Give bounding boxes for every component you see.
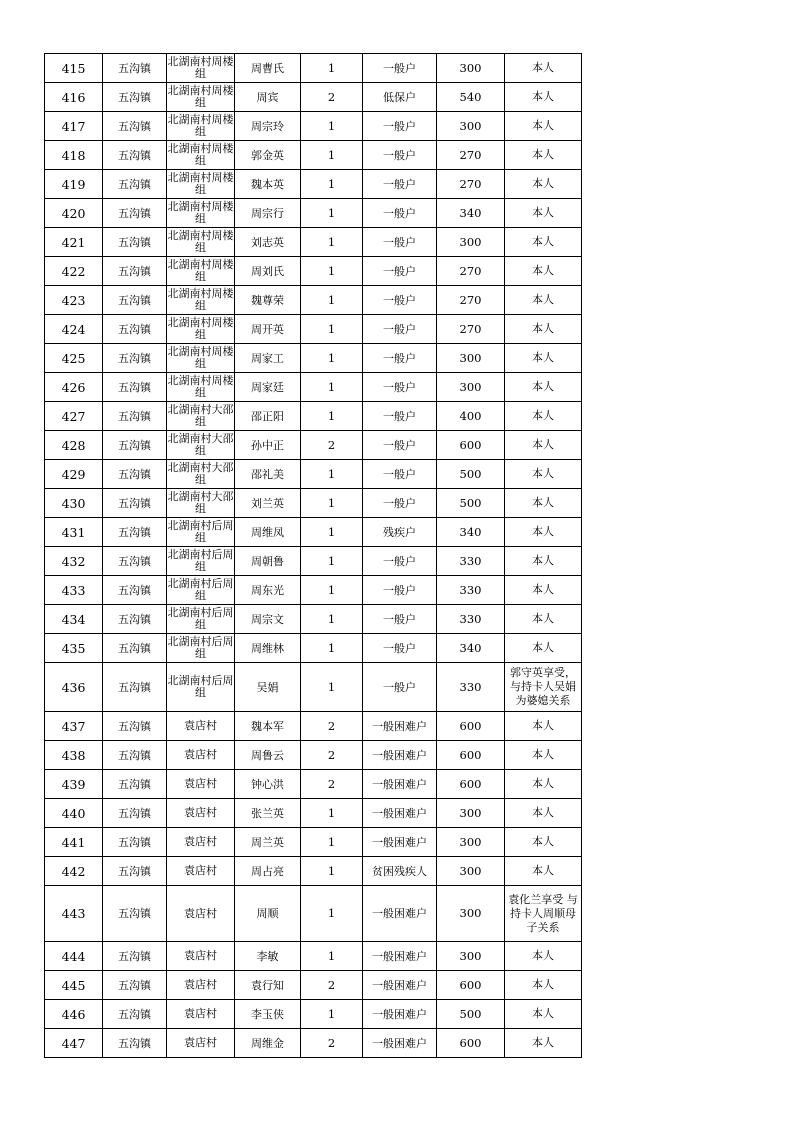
village-cell: 北湖南村大邵组 — [167, 431, 235, 460]
town-cell: 五沟镇 — [103, 741, 167, 770]
row-number: 429 — [45, 460, 103, 489]
amount-cell: 270 — [437, 315, 505, 344]
note-cell: 本人 — [505, 286, 582, 315]
table-row — [45, 770, 582, 799]
town-cell: 五沟镇 — [103, 170, 167, 199]
village-cell: 北湖南村周楼组 — [167, 54, 235, 83]
note-cell: 本人 — [505, 1000, 582, 1029]
town-cell: 五沟镇 — [103, 634, 167, 663]
town-cell: 五沟镇 — [103, 663, 167, 712]
household-type-cell: 一般困难户 — [363, 1000, 437, 1029]
note-cell: 本人 — [505, 712, 582, 741]
household-type-cell: 一般困难户 — [363, 741, 437, 770]
table-row — [45, 286, 582, 315]
amount-cell: 600 — [437, 971, 505, 1000]
table-body — [45, 54, 582, 1058]
name-cell: 周曹氏 — [235, 54, 301, 83]
note-cell: 本人 — [505, 518, 582, 547]
household-type-cell: 一般困难户 — [363, 1029, 437, 1058]
table-row — [45, 1029, 582, 1058]
table-row — [45, 431, 582, 460]
household-count-cell: 1 — [301, 489, 363, 518]
village-cell: 袁店村 — [167, 712, 235, 741]
household-count-cell: 1 — [301, 402, 363, 431]
note-cell: 本人 — [505, 141, 582, 170]
town-cell: 五沟镇 — [103, 942, 167, 971]
household-type-cell: 一般户 — [363, 402, 437, 431]
amount-cell: 270 — [437, 257, 505, 286]
note-cell: 本人 — [505, 54, 582, 83]
name-cell: 周宾 — [235, 83, 301, 112]
household-type-cell: 一般困难户 — [363, 712, 437, 741]
town-cell: 五沟镇 — [103, 431, 167, 460]
name-cell: 周兰英 — [235, 828, 301, 857]
name-cell: 周维金 — [235, 1029, 301, 1058]
town-cell: 五沟镇 — [103, 286, 167, 315]
household-count-cell: 1 — [301, 460, 363, 489]
row-number: 421 — [45, 228, 103, 257]
table-row — [45, 373, 582, 402]
table-row — [45, 402, 582, 431]
note-cell: 本人 — [505, 857, 582, 886]
amount-cell: 600 — [437, 712, 505, 741]
note-cell: 本人 — [505, 373, 582, 402]
village-cell: 北湖南村周楼组 — [167, 170, 235, 199]
name-cell: 张兰英 — [235, 799, 301, 828]
row-number: 445 — [45, 971, 103, 1000]
row-number: 434 — [45, 605, 103, 634]
household-count-cell: 1 — [301, 373, 363, 402]
table-row — [45, 547, 582, 576]
row-number: 423 — [45, 286, 103, 315]
household-type-cell: 一般户 — [363, 634, 437, 663]
household-type-cell: 一般户 — [363, 576, 437, 605]
note-cell: 本人 — [505, 971, 582, 1000]
note-cell: 袁化兰享受 与持卡人周顺母子关系 — [505, 886, 582, 942]
household-count-cell: 1 — [301, 170, 363, 199]
table-row — [45, 576, 582, 605]
household-type-cell: 一般户 — [363, 663, 437, 712]
household-count-cell: 1 — [301, 605, 363, 634]
row-number: 433 — [45, 576, 103, 605]
town-cell: 五沟镇 — [103, 460, 167, 489]
note-cell: 本人 — [505, 489, 582, 518]
village-cell: 袁店村 — [167, 770, 235, 799]
town-cell: 五沟镇 — [103, 576, 167, 605]
amount-cell: 340 — [437, 634, 505, 663]
household-count-cell: 1 — [301, 344, 363, 373]
name-cell: 魏本英 — [235, 170, 301, 199]
town-cell: 五沟镇 — [103, 1000, 167, 1029]
row-number: 439 — [45, 770, 103, 799]
note-cell: 本人 — [505, 431, 582, 460]
household-type-cell: 一般困难户 — [363, 828, 437, 857]
household-type-cell: 一般户 — [363, 141, 437, 170]
note-cell: 本人 — [505, 547, 582, 576]
household-type-cell: 一般户 — [363, 257, 437, 286]
household-type-cell: 一般困难户 — [363, 799, 437, 828]
row-number: 446 — [45, 1000, 103, 1029]
table-row — [45, 942, 582, 971]
village-cell: 袁店村 — [167, 741, 235, 770]
name-cell: 周刘氏 — [235, 257, 301, 286]
note-cell: 本人 — [505, 942, 582, 971]
town-cell: 五沟镇 — [103, 83, 167, 112]
table-row — [45, 54, 582, 83]
table-row — [45, 257, 582, 286]
town-cell: 五沟镇 — [103, 489, 167, 518]
note-cell: 本人 — [505, 228, 582, 257]
name-cell: 周宗文 — [235, 605, 301, 634]
amount-cell: 500 — [437, 489, 505, 518]
note-cell: 本人 — [505, 402, 582, 431]
town-cell: 五沟镇 — [103, 770, 167, 799]
household-type-cell: 一般户 — [363, 170, 437, 199]
name-cell: 魏本军 — [235, 712, 301, 741]
amount-cell: 300 — [437, 886, 505, 942]
row-number: 428 — [45, 431, 103, 460]
household-type-cell: 一般户 — [363, 489, 437, 518]
town-cell: 五沟镇 — [103, 257, 167, 286]
amount-cell: 300 — [437, 828, 505, 857]
amount-cell: 600 — [437, 1029, 505, 1058]
town-cell: 五沟镇 — [103, 886, 167, 942]
note-cell: 郭守英享受，与持卡人吴娟为婆媳关系 — [505, 663, 582, 712]
household-type-cell: 一般户 — [363, 54, 437, 83]
note-cell: 本人 — [505, 83, 582, 112]
name-cell: 周家工 — [235, 344, 301, 373]
village-cell: 北湖南村大邵组 — [167, 460, 235, 489]
table-row — [45, 228, 582, 257]
household-count-cell: 1 — [301, 228, 363, 257]
note-cell: 本人 — [505, 315, 582, 344]
name-cell: 周维林 — [235, 634, 301, 663]
amount-cell: 500 — [437, 460, 505, 489]
name-cell: 李敏 — [235, 942, 301, 971]
note-cell: 本人 — [505, 460, 582, 489]
row-number: 425 — [45, 344, 103, 373]
village-cell: 北湖南村周楼组 — [167, 141, 235, 170]
row-number: 415 — [45, 54, 103, 83]
village-cell: 北湖南村周楼组 — [167, 257, 235, 286]
table-row — [45, 634, 582, 663]
table-row — [45, 828, 582, 857]
note-cell: 本人 — [505, 112, 582, 141]
household-type-cell: 一般困难户 — [363, 770, 437, 799]
household-count-cell: 1 — [301, 315, 363, 344]
row-number: 442 — [45, 857, 103, 886]
amount-cell: 340 — [437, 199, 505, 228]
household-count-cell: 1 — [301, 257, 363, 286]
row-number: 430 — [45, 489, 103, 518]
household-count-cell: 1 — [301, 547, 363, 576]
table-row — [45, 605, 582, 634]
village-cell: 袁店村 — [167, 971, 235, 1000]
name-cell: 周宗玲 — [235, 112, 301, 141]
row-number: 441 — [45, 828, 103, 857]
amount-cell: 500 — [437, 1000, 505, 1029]
row-number: 424 — [45, 315, 103, 344]
household-count-cell: 1 — [301, 942, 363, 971]
town-cell: 五沟镇 — [103, 228, 167, 257]
name-cell: 周家廷 — [235, 373, 301, 402]
village-cell: 北湖南村周楼组 — [167, 373, 235, 402]
name-cell: 刘兰英 — [235, 489, 301, 518]
village-cell: 袁店村 — [167, 886, 235, 942]
note-cell: 本人 — [505, 199, 582, 228]
row-number: 416 — [45, 83, 103, 112]
amount-cell: 300 — [437, 857, 505, 886]
amount-cell: 300 — [437, 373, 505, 402]
town-cell: 五沟镇 — [103, 712, 167, 741]
household-type-cell: 一般户 — [363, 344, 437, 373]
name-cell: 邵礼美 — [235, 460, 301, 489]
household-count-cell: 1 — [301, 828, 363, 857]
table-row — [45, 857, 582, 886]
village-cell: 袁店村 — [167, 1000, 235, 1029]
amount-cell: 400 — [437, 402, 505, 431]
name-cell: 周占亮 — [235, 857, 301, 886]
town-cell: 五沟镇 — [103, 1029, 167, 1058]
table-row — [45, 489, 582, 518]
amount-cell: 300 — [437, 799, 505, 828]
amount-cell: 330 — [437, 663, 505, 712]
village-cell: 北湖南村大邵组 — [167, 489, 235, 518]
town-cell: 五沟镇 — [103, 199, 167, 228]
amount-cell: 270 — [437, 286, 505, 315]
name-cell: 周顺 — [235, 886, 301, 942]
town-cell: 五沟镇 — [103, 112, 167, 141]
amount-cell: 270 — [437, 170, 505, 199]
name-cell: 刘志英 — [235, 228, 301, 257]
note-cell: 本人 — [505, 770, 582, 799]
note-cell: 本人 — [505, 576, 582, 605]
village-cell: 北湖南村周楼组 — [167, 199, 235, 228]
amount-cell: 300 — [437, 942, 505, 971]
household-count-cell: 1 — [301, 576, 363, 605]
town-cell: 五沟镇 — [103, 373, 167, 402]
village-cell: 北湖南村周楼组 — [167, 112, 235, 141]
row-number: 419 — [45, 170, 103, 199]
name-cell: 钟心洪 — [235, 770, 301, 799]
household-type-cell: 一般困难户 — [363, 971, 437, 1000]
name-cell: 周开英 — [235, 315, 301, 344]
household-type-cell: 一般户 — [363, 286, 437, 315]
household-count-cell: 1 — [301, 886, 363, 942]
row-number: 417 — [45, 112, 103, 141]
town-cell: 五沟镇 — [103, 518, 167, 547]
village-cell: 北湖南村后周组 — [167, 663, 235, 712]
row-number: 436 — [45, 663, 103, 712]
household-type-cell: 一般困难户 — [363, 942, 437, 971]
town-cell: 五沟镇 — [103, 799, 167, 828]
town-cell: 五沟镇 — [103, 828, 167, 857]
household-count-cell: 1 — [301, 663, 363, 712]
row-number: 435 — [45, 634, 103, 663]
village-cell: 北湖南村周楼组 — [167, 83, 235, 112]
table-row — [45, 315, 582, 344]
row-number: 432 — [45, 547, 103, 576]
town-cell: 五沟镇 — [103, 605, 167, 634]
village-cell: 袁店村 — [167, 942, 235, 971]
row-number: 426 — [45, 373, 103, 402]
name-cell: 郭金英 — [235, 141, 301, 170]
village-cell: 北湖南村后周组 — [167, 634, 235, 663]
village-cell: 北湖南村后周组 — [167, 605, 235, 634]
amount-cell: 600 — [437, 431, 505, 460]
note-cell: 本人 — [505, 741, 582, 770]
row-number: 422 — [45, 257, 103, 286]
row-number: 420 — [45, 199, 103, 228]
household-type-cell: 贫困残疾人 — [363, 857, 437, 886]
household-type-cell: 一般户 — [363, 460, 437, 489]
household-count-cell: 2 — [301, 1029, 363, 1058]
row-number: 443 — [45, 886, 103, 942]
amount-cell: 300 — [437, 344, 505, 373]
household-type-cell: 一般户 — [363, 373, 437, 402]
village-cell: 北湖南村后周组 — [167, 576, 235, 605]
household-count-cell: 2 — [301, 712, 363, 741]
town-cell: 五沟镇 — [103, 547, 167, 576]
household-count-cell: 2 — [301, 83, 363, 112]
table-row — [45, 799, 582, 828]
village-cell: 袁店村 — [167, 1029, 235, 1058]
household-count-cell: 1 — [301, 199, 363, 228]
town-cell: 五沟镇 — [103, 971, 167, 1000]
row-number: 431 — [45, 518, 103, 547]
household-count-cell: 1 — [301, 141, 363, 170]
household-type-cell: 一般户 — [363, 431, 437, 460]
village-cell: 袁店村 — [167, 857, 235, 886]
name-cell: 邵正阳 — [235, 402, 301, 431]
note-cell: 本人 — [505, 170, 582, 199]
name-cell: 李玉侠 — [235, 1000, 301, 1029]
household-count-cell: 2 — [301, 770, 363, 799]
village-cell: 袁店村 — [167, 799, 235, 828]
household-count-cell: 1 — [301, 857, 363, 886]
town-cell: 五沟镇 — [103, 54, 167, 83]
amount-cell: 300 — [437, 54, 505, 83]
village-cell: 北湖南村周楼组 — [167, 228, 235, 257]
name-cell: 周朝鲁 — [235, 547, 301, 576]
household-count-cell: 1 — [301, 634, 363, 663]
household-count-cell: 2 — [301, 971, 363, 1000]
table-row — [45, 112, 582, 141]
household-count-cell: 2 — [301, 741, 363, 770]
village-cell: 北湖南村后周组 — [167, 518, 235, 547]
row-number: 437 — [45, 712, 103, 741]
row-number: 427 — [45, 402, 103, 431]
amount-cell: 600 — [437, 770, 505, 799]
table-row — [45, 141, 582, 170]
table-row — [45, 663, 582, 712]
row-number: 418 — [45, 141, 103, 170]
town-cell: 五沟镇 — [103, 857, 167, 886]
household-type-cell: 一般户 — [363, 547, 437, 576]
amount-cell: 330 — [437, 605, 505, 634]
row-number: 447 — [45, 1029, 103, 1058]
household-count-cell: 1 — [301, 54, 363, 83]
village-cell: 北湖南村周楼组 — [167, 344, 235, 373]
note-cell: 本人 — [505, 799, 582, 828]
household-count-cell: 1 — [301, 112, 363, 141]
note-cell: 本人 — [505, 1029, 582, 1058]
name-cell: 袁行知 — [235, 971, 301, 1000]
amount-cell: 300 — [437, 228, 505, 257]
note-cell: 本人 — [505, 344, 582, 373]
village-cell: 北湖南村周楼组 — [167, 315, 235, 344]
household-type-cell: 一般户 — [363, 315, 437, 344]
village-cell: 北湖南村后周组 — [167, 547, 235, 576]
subsidy-table — [44, 53, 582, 1058]
household-count-cell: 1 — [301, 518, 363, 547]
name-cell: 魏尊荣 — [235, 286, 301, 315]
amount-cell: 600 — [437, 741, 505, 770]
town-cell: 五沟镇 — [103, 402, 167, 431]
household-count-cell: 1 — [301, 1000, 363, 1029]
row-number: 440 — [45, 799, 103, 828]
village-cell: 北湖南村周楼组 — [167, 286, 235, 315]
name-cell: 周宗行 — [235, 199, 301, 228]
table-row — [45, 971, 582, 1000]
village-cell: 北湖南村大邵组 — [167, 402, 235, 431]
table-row — [45, 741, 582, 770]
table-row — [45, 199, 582, 228]
household-type-cell: 一般户 — [363, 605, 437, 634]
name-cell: 周维凤 — [235, 518, 301, 547]
amount-cell: 300 — [437, 112, 505, 141]
name-cell: 吴娟 — [235, 663, 301, 712]
household-count-cell: 1 — [301, 286, 363, 315]
town-cell: 五沟镇 — [103, 315, 167, 344]
table-row — [45, 712, 582, 741]
table-row — [45, 170, 582, 199]
note-cell: 本人 — [505, 634, 582, 663]
household-type-cell: 一般户 — [363, 228, 437, 257]
amount-cell: 330 — [437, 576, 505, 605]
row-number: 438 — [45, 741, 103, 770]
note-cell: 本人 — [505, 257, 582, 286]
name-cell: 周鲁云 — [235, 741, 301, 770]
household-type-cell: 一般困难户 — [363, 886, 437, 942]
amount-cell: 340 — [437, 518, 505, 547]
table-row — [45, 344, 582, 373]
household-count-cell: 2 — [301, 431, 363, 460]
table-row — [45, 460, 582, 489]
note-cell: 本人 — [505, 828, 582, 857]
household-count-cell: 1 — [301, 799, 363, 828]
note-cell: 本人 — [505, 605, 582, 634]
village-cell: 袁店村 — [167, 828, 235, 857]
amount-cell: 270 — [437, 141, 505, 170]
row-number: 444 — [45, 942, 103, 971]
household-type-cell: 一般户 — [363, 112, 437, 141]
town-cell: 五沟镇 — [103, 141, 167, 170]
name-cell: 周东光 — [235, 576, 301, 605]
household-type-cell: 残疾户 — [363, 518, 437, 547]
table-row — [45, 83, 582, 112]
amount-cell: 330 — [437, 547, 505, 576]
table-row — [45, 886, 582, 942]
town-cell: 五沟镇 — [103, 344, 167, 373]
household-type-cell: 低保户 — [363, 83, 437, 112]
household-type-cell: 一般户 — [363, 199, 437, 228]
name-cell: 孙中正 — [235, 431, 301, 460]
amount-cell: 540 — [437, 83, 505, 112]
table-row — [45, 1000, 582, 1029]
table-row — [45, 518, 582, 547]
